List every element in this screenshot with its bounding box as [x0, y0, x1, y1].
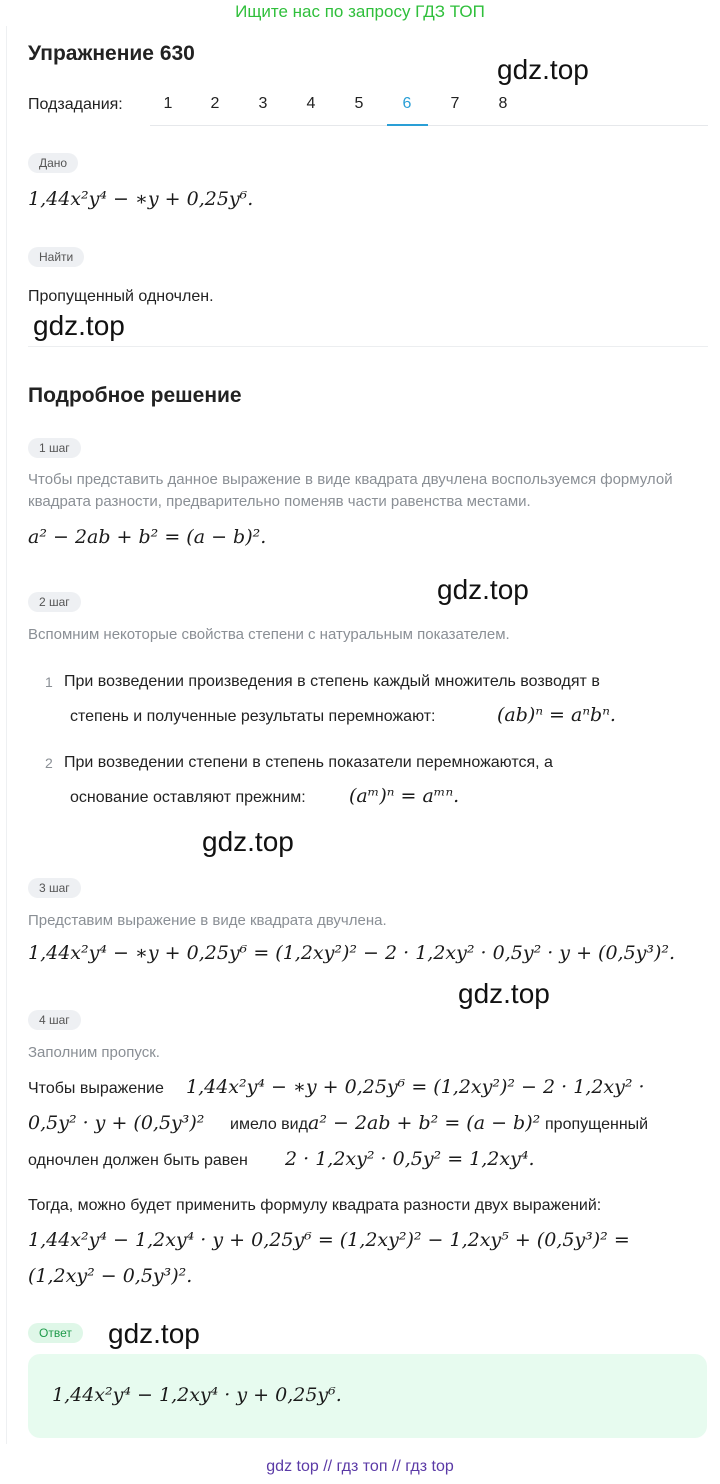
answer-pill: Ответ	[28, 1323, 83, 1343]
step-4-p1-formula-3: a² − 2ab + b² = (a − b)²	[308, 1112, 541, 1134]
list-number: 1	[45, 674, 53, 690]
tab-subtask-1[interactable]: 1	[163, 95, 173, 112]
section-divider	[28, 346, 708, 347]
step-4-p2-text: Тогда, можно будет применить формулу квадрата разности двух выражений:	[28, 1197, 602, 1214]
page-title: Упражнение 630	[28, 42, 195, 65]
step-3-formula: 1,44x²y⁴ − ∗y + 0,25y⁶ = (1,2xy²)² − 2 · 1,2xy² · 0,5y² · y + (0,5y³)².	[28, 942, 676, 964]
list-number: 2	[45, 755, 53, 771]
given-pill: Дано	[28, 153, 78, 173]
step-4-p1-formula-1: 1,44x²y⁴ − ∗y + 0,25y⁶ = (1,2xy²)² − 2 · 1,2xy² ·	[186, 1076, 645, 1098]
solution-title: Подробное решение	[28, 384, 242, 407]
step-1-formula: a² − 2ab + b² = (a − b)².	[28, 526, 267, 548]
subtasks-divider	[150, 125, 708, 126]
given-expression: 1,44x²y⁴ − ∗y + 0,25y⁶.	[28, 188, 254, 210]
watermark: gdz.top	[437, 574, 529, 605]
tab-subtask-8[interactable]: 8	[498, 95, 508, 112]
step-4-text: Заполним пропуск.	[28, 1044, 160, 1061]
watermark: gdz.top	[108, 1318, 200, 1349]
step-4-p1-text-a: Чтобы выражение	[28, 1080, 164, 1097]
watermark: gdz.top	[33, 310, 125, 341]
step-4-p1-formula-2: 0,5y² · y + (0,5y³)²	[28, 1112, 205, 1134]
step-4-pill: 4 шаг	[28, 1010, 81, 1030]
step-2-pill: 2 шаг	[28, 592, 81, 612]
step-4-p1-text-d: одночлен должен быть равен	[28, 1152, 248, 1169]
watermark: gdz.top	[497, 54, 589, 85]
top-banner[interactable]: Ищите нас по запросу ГДЗ ТОП	[235, 2, 485, 21]
step-3-pill: 3 шаг	[28, 878, 81, 898]
step-1-pill: 1 шаг	[28, 438, 81, 458]
step-4-p1-text-c: пропущенный	[545, 1116, 649, 1133]
subtasks-label: Подзадания:	[28, 96, 123, 113]
find-pill: Найти	[28, 247, 84, 267]
step-1-text: Чтобы представить данное выражение в виде квадрата двучлена воспользуемся формулой квадрата разности, предварительно поменяв части равенства местами.	[28, 471, 673, 510]
list-item-1-line-2: степень и полученные результаты перемножают:	[70, 708, 436, 725]
watermark: gdz.top	[458, 978, 550, 1009]
list-item-1-line-1: При возведении произведения в степень каждый множитель возводят в	[64, 673, 600, 690]
step-4-p2-formula-2: (1,2xy² − 0,5y³)².	[28, 1265, 193, 1287]
step-4-p1-text-b: имело вид	[230, 1116, 308, 1133]
tab-subtask-6[interactable]: 6	[402, 95, 412, 112]
tab-subtask-2[interactable]: 2	[210, 95, 220, 112]
footer-links[interactable]: gdz top // гдз топ // гдз top	[266, 1458, 454, 1475]
step-3-text: Представим выражение в виде квадрата двучлена.	[28, 912, 387, 929]
step-4-p1-formula-4: 2 · 1,2xy² · 0,5y² = 1,2xy⁴.	[285, 1148, 535, 1170]
tab-subtask-4[interactable]: 4	[306, 95, 316, 112]
active-tab-underline	[387, 124, 428, 126]
list-item-2-line-2: основание оставляют прежним:	[70, 789, 306, 806]
list-item-2-formula: (aᵐ)ⁿ = aᵐⁿ.	[349, 785, 460, 807]
list-item-2-line-1: При возведении степени в степень показатели перемножаются, а	[64, 754, 553, 771]
answer-expression: 1,44x²y⁴ − 1,2xy⁴ · y + 0,25y⁶.	[52, 1384, 342, 1406]
tab-subtask-3[interactable]: 3	[258, 95, 268, 112]
list-item-1-formula: (ab)ⁿ = aⁿbⁿ.	[497, 704, 616, 726]
step-2-text: Вспомним некоторые свойства степени с натуральным показателем.	[28, 626, 510, 643]
find-text: Пропущенный одночлен.	[28, 288, 214, 305]
tab-subtask-5[interactable]: 5	[354, 95, 364, 112]
watermark: gdz.top	[202, 826, 294, 857]
tab-subtask-7[interactable]: 7	[450, 95, 460, 112]
step-4-p2-formula-1: 1,44x²y⁴ − 1,2xy⁴ · y + 0,25y⁶ = (1,2xy²)² − 1,2xy⁵ + (0,5y³)² =	[28, 1229, 630, 1251]
